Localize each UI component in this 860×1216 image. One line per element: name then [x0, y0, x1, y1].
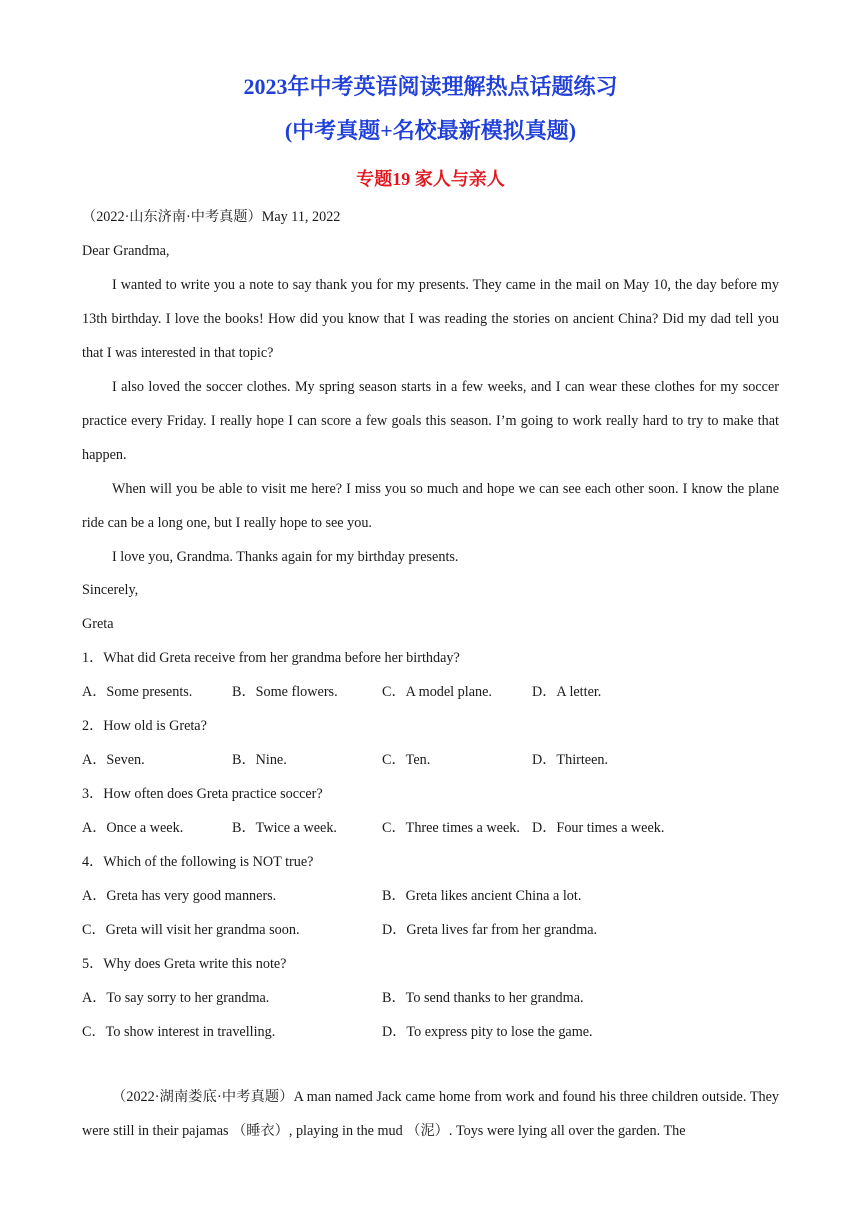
option-c[interactable]: C．Three times a week.	[382, 820, 520, 836]
document-subtitle: (中考真题+名校最新模拟真题)	[284, 118, 577, 143]
option-a[interactable]: A．Some presents.	[82, 684, 193, 700]
question-stem: 1．What did Greta receive from her grandma before her birthday?	[82, 650, 460, 666]
option-d[interactable]: D．Four times a week.	[532, 820, 665, 836]
option-c[interactable]: C．A model plane.	[382, 684, 492, 700]
option-d[interactable]: D．Thirteen.	[532, 752, 609, 768]
letter-greeting: Dear Grandma,	[82, 243, 170, 259]
letter-paragraph: When will you be able to visit me here? I miss you so much and hope we can see each other soon. I know the plane ride can be a long one, but I really hope to see you.	[82, 481, 779, 531]
passage2-text: （2022·湖南娄底·中考真题）A man named Jack came home from work and found his three children outside. They were still in their pajamas （睡衣）, playing in the mud （泥）. Toys were lying all over the garden. The	[82, 1089, 779, 1139]
option-b[interactable]: B．Twice a week.	[232, 820, 337, 836]
question-stem: 2．How old is Greta?	[82, 718, 207, 734]
option-c[interactable]: C．Ten.	[382, 752, 431, 768]
option-a[interactable]: A．Seven.	[82, 752, 145, 768]
option-b[interactable]: B．Nine.	[232, 752, 287, 768]
option-d[interactable]: D．Greta lives far from her grandma.	[382, 922, 598, 938]
question-stem: 5．Why does Greta write this note?	[82, 956, 287, 972]
option-b[interactable]: B．Some flowers.	[232, 684, 338, 700]
question-options	[82, 682, 779, 702]
question-options	[82, 920, 779, 940]
letter-signature: Greta	[82, 616, 114, 632]
question-stem: 4．Which of the following is NOT true?	[82, 854, 314, 870]
question-options	[82, 818, 779, 838]
document-title: 2023年中考英语阅读理解热点话题练习	[243, 74, 618, 99]
letter-paragraph: I wanted to write you a note to say thank you for my presents. They came in the mail on May 10, the day before my 13th birthday. I love the books! How did you know that I was reading the stories on ancient China? Did my dad tell you that I was interested in that topic?	[82, 277, 779, 361]
question-options	[82, 750, 779, 770]
question-options	[82, 886, 779, 906]
passage1-source: （2022·山东济南·中考真题）May 11, 2022	[82, 209, 341, 225]
option-c[interactable]: C．To show interest in travelling.	[82, 1024, 276, 1040]
question-options	[82, 1022, 779, 1042]
topic-heading: 专题19 家人与亲人	[356, 169, 505, 189]
option-a[interactable]: A．Once a week.	[82, 820, 184, 836]
option-d[interactable]: D．A letter.	[532, 684, 602, 700]
letter-paragraph: I also loved the soccer clothes. My spring season starts in a few weeks, and I can wear these clothes for my soccer practice every Friday. I really hope I can score a few goals this season. I’m going to work really hard to try to make that happen.	[82, 379, 779, 463]
letter-paragraph: I love you, Grandma. Thanks again for my birthday presents.	[112, 549, 459, 565]
question-stem: 3．How often does Greta practice soccer?	[82, 786, 323, 802]
option-b[interactable]: B．Greta likes ancient China a lot.	[382, 888, 582, 904]
option-b[interactable]: B．To send thanks to her grandma.	[382, 990, 584, 1006]
option-d[interactable]: D．To express pity to lose the game.	[382, 1024, 593, 1040]
question-options	[82, 988, 779, 1008]
letter-closing: Sincerely,	[82, 582, 139, 598]
option-a[interactable]: A．Greta has very good manners.	[82, 888, 277, 904]
option-c[interactable]: C．Greta will visit her grandma soon.	[82, 922, 300, 938]
option-a[interactable]: A．To say sorry to her grandma.	[82, 990, 270, 1006]
